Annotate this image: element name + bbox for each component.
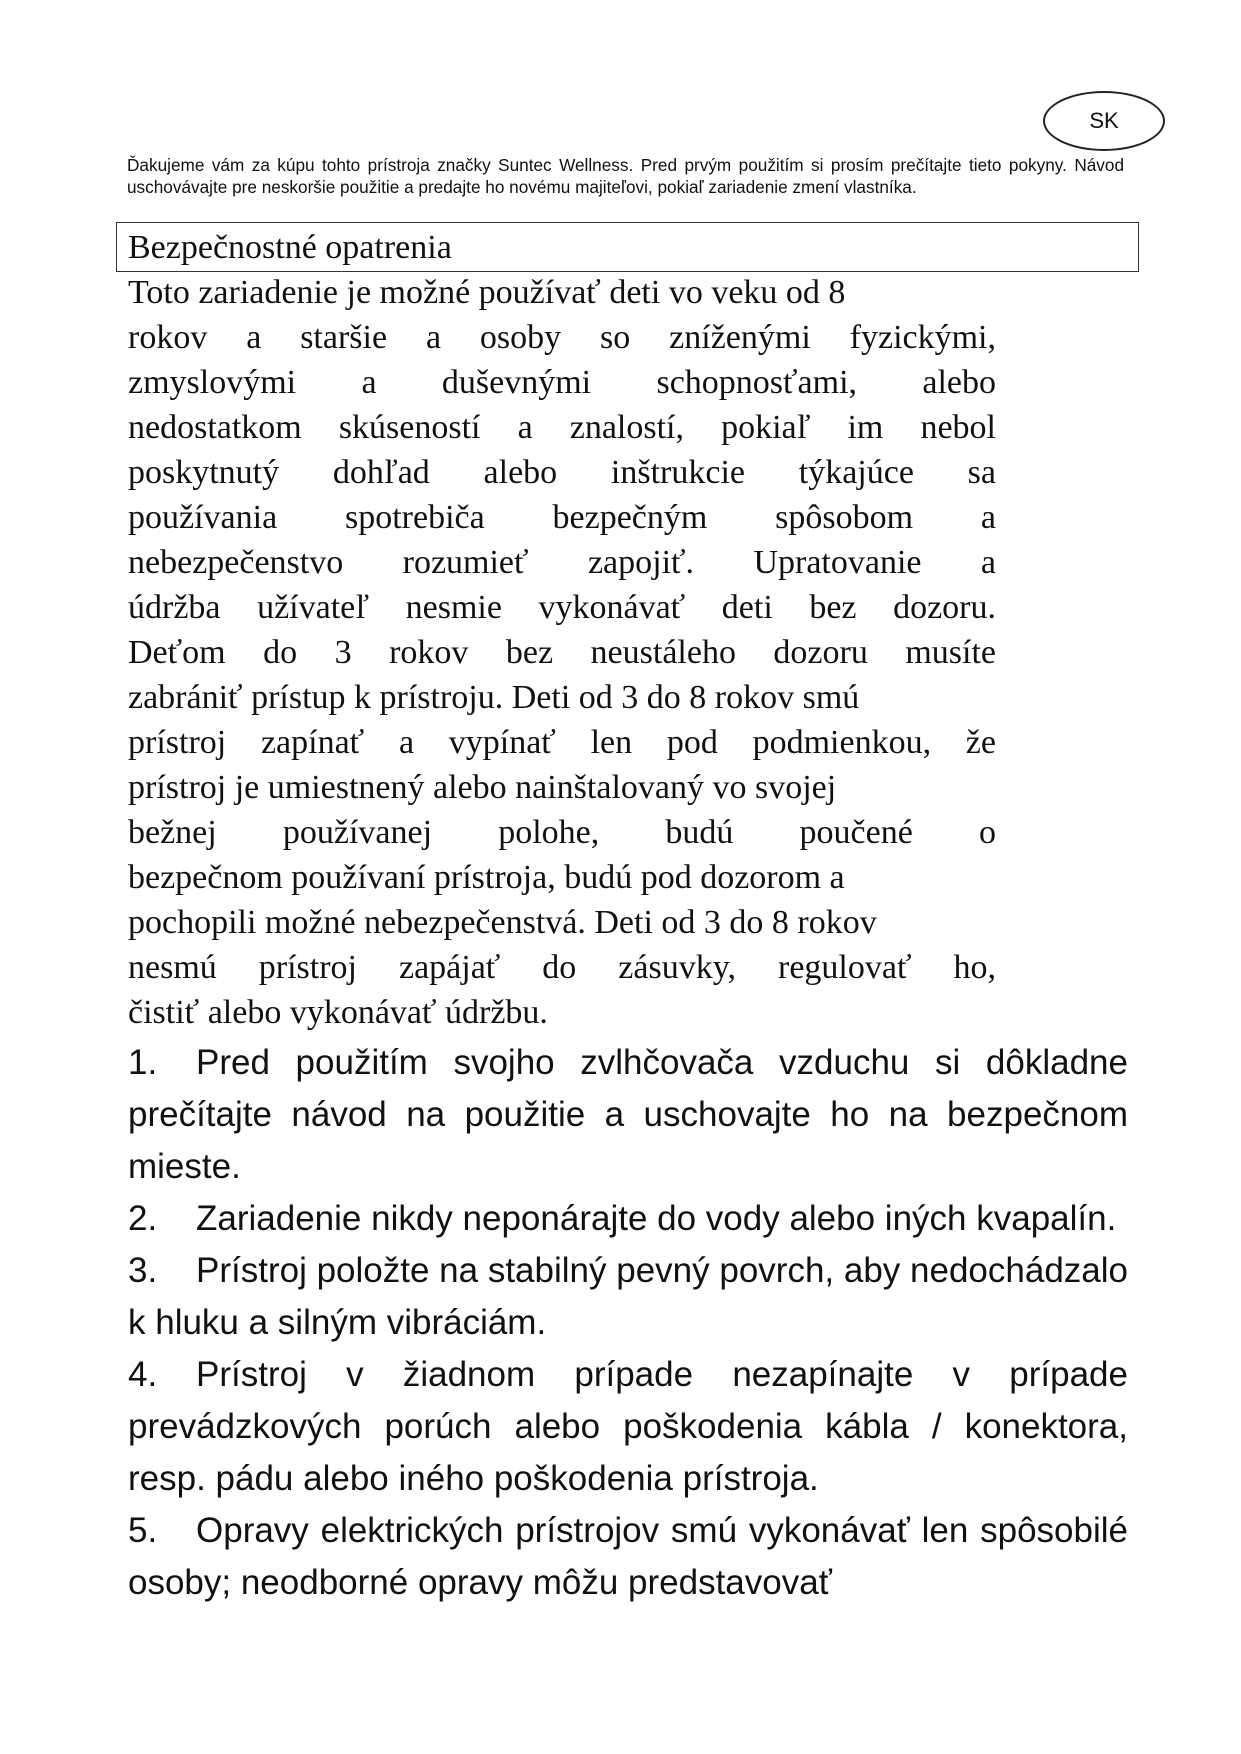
warning-line: bezpečnom používaní prístroja, budú pod dozorom a <box>128 859 845 896</box>
warning-line: používania spotrebiča bezpečným spôsobom a <box>128 499 996 536</box>
warning-line: bežnej používanej polohe, budú poučené o <box>128 814 996 851</box>
warning-line: čistiť alebo vykonávať údržbu. <box>128 994 548 1031</box>
warning-line: zmyslovými a duševnými schopnosťami, alebo <box>128 364 996 401</box>
warning-line: prístroj zapínať a vypínať len pod podmienkou, že <box>128 724 996 761</box>
section-title: Bezpečnostné opatrenia <box>128 229 452 266</box>
language-badge: SK <box>1043 91 1165 151</box>
warning-line: pochopili možné nebezpečenstvá. Deti od 3 do 8 rokov <box>128 904 877 941</box>
warning-line: nesmú prístroj zapájať do zásuvky, regulovať ho, <box>128 949 996 986</box>
warning-line: prístroj je umiestnený alebo nainštalovaný vo svojej <box>128 769 837 806</box>
warning-line: poskytnutý dohľad alebo inštrukcie týkajúce sa <box>128 454 996 491</box>
warning-line: nedostatkom skúseností a znalostí, pokiaľ im nebol <box>128 409 996 446</box>
warning-line: Deťom do 3 rokov bez neustáleho dozoru musíte <box>128 634 996 671</box>
rule-number: 2. <box>128 1199 158 1238</box>
intro-paragraph: Ďakujeme vám za kúpu tohto prístroja značky Suntec Wellness. Pred prvým použitím si prosím prečítajte tieto pokyny. Návod uschovávajte pre neskoršie použitie a predajte ho novému majiteľovi, pokiaľ zariadenie zmení vlastníka. <box>127 155 1124 197</box>
rule-item <box>128 1245 1128 1349</box>
rule-number: 1. <box>128 1043 158 1082</box>
rule-text: Prístroj položte na stabilný pevný povrch, aby nedochádzalo k hluku a silným vibráciám. <box>128 1251 1128 1342</box>
safety-rules-list <box>128 1037 1128 1609</box>
child-safety-warning <box>128 270 996 1035</box>
rule-text: Pred použitím svojho zvlhčovača vzduchu si dôkladne prečítajte návod na použitie a uschovajte ho na bezpečnom mieste. <box>128 1043 1128 1186</box>
warning-line: rokov a staršie a osoby so zníženými fyzickými, <box>128 319 996 356</box>
warning-line: zabrániť prístup k prístroju. Deti od 3 do 8 rokov smú <box>128 679 860 716</box>
warning-line: Toto zariadenie je možné používať deti vo veku od 8 <box>128 274 846 311</box>
rule-text: Prístroj v žiadnom prípade nezapínajte v prípade prevádzkových porúch alebo poškodenia kábla / konektora, resp. pádu alebo iného poškodenia prístroja. <box>128 1355 1128 1498</box>
rule-item <box>128 1349 1128 1505</box>
rule-item <box>128 1193 1128 1245</box>
rule-item <box>128 1037 1128 1193</box>
warning-line: údržba užívateľ nesmie vykonávať deti bez dozoru. <box>128 589 996 626</box>
rule-text: Zariadenie nikdy neponárajte do vody alebo iných kvapalín. <box>196 1199 1117 1238</box>
rule-number: 4. <box>128 1355 158 1394</box>
rule-text: Opravy elektrických prístrojov smú vykonávať len spôsobilé osoby; neodborné opravy môžu predstavovať <box>128 1511 1128 1602</box>
rule-number: 3. <box>128 1251 158 1290</box>
rule-number: 5. <box>128 1511 158 1550</box>
rule-item <box>128 1505 1128 1609</box>
warning-line: nebezpečenstvo rozumieť zapojiť. Upratovanie a <box>128 544 996 581</box>
